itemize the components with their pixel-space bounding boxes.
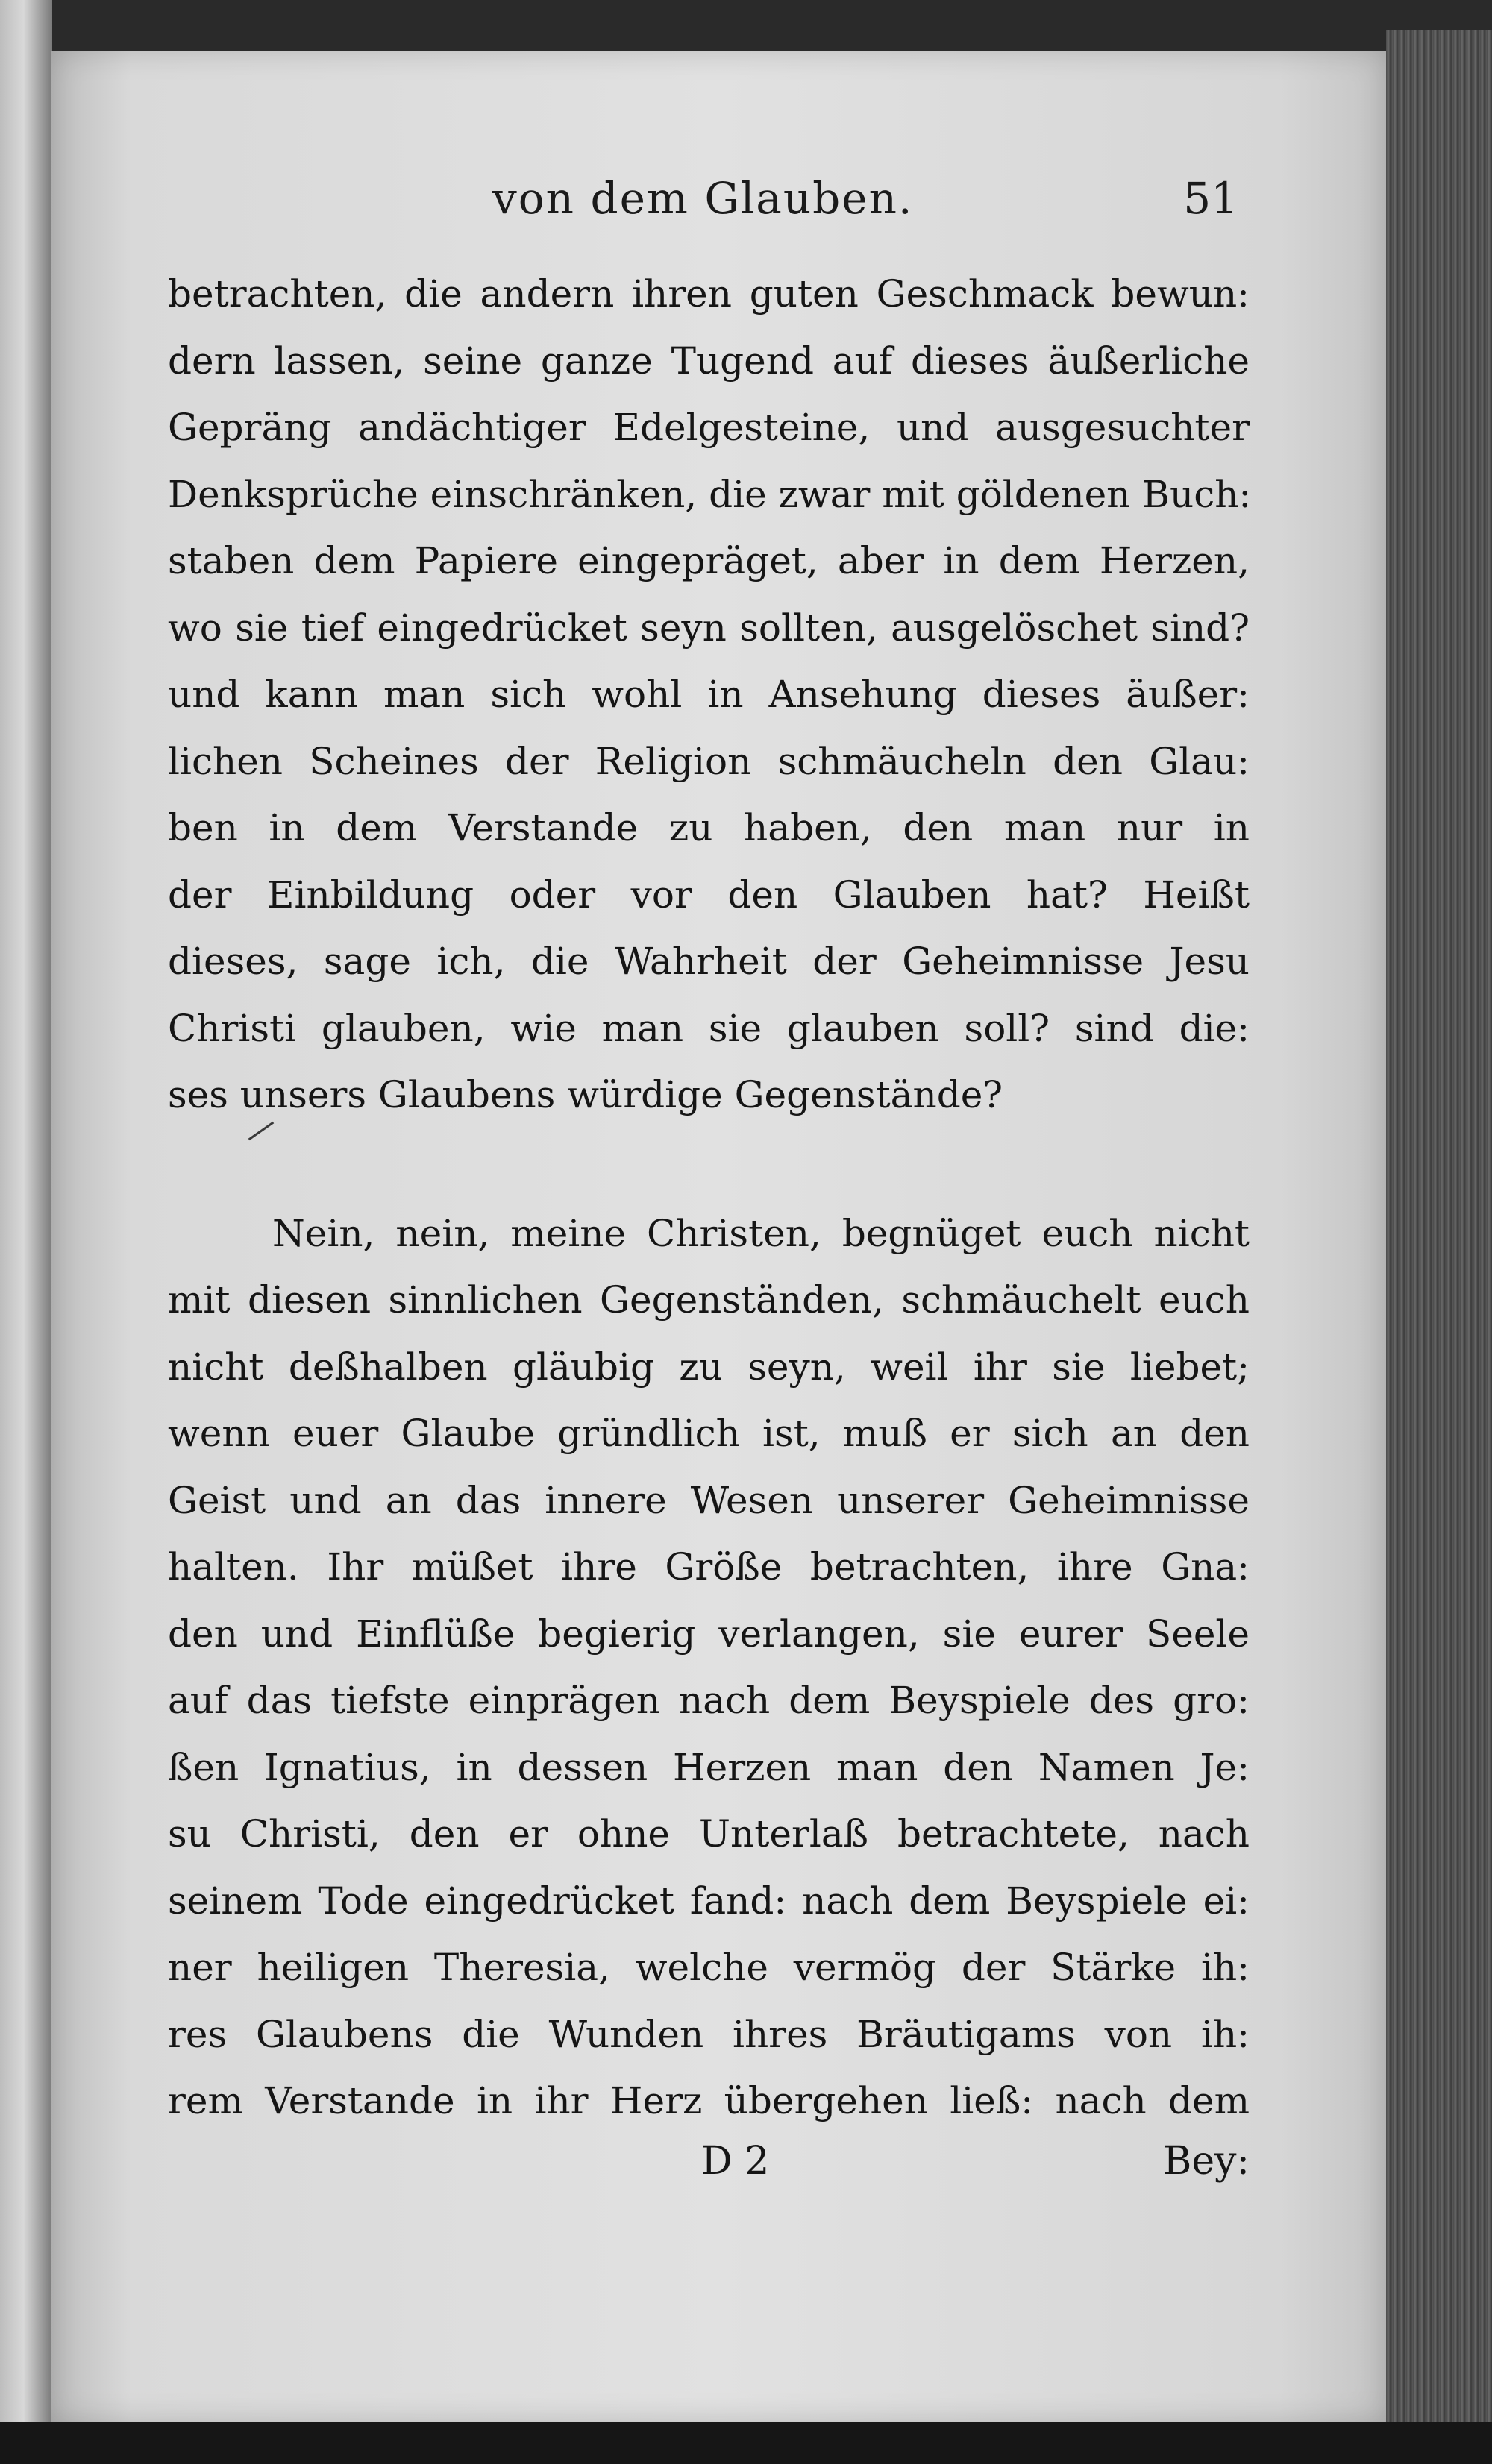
- text-line: nicht deßhalben gläubig zu seyn, weil ihr sie liebet;: [168, 1345, 1250, 1389]
- text-line: ner heiligen Theresia, welche vermög der Stärke ih:: [168, 1946, 1250, 1989]
- text-line: rem Verstande in ihr Herz übergehen ließ: nach dem: [168, 2079, 1250, 2122]
- text-line: ben in dem Verstande zu haben, den man nur in: [168, 806, 1250, 849]
- text-line: betrachten, die andern ihren guten Geschmack bewun:: [168, 272, 1250, 315]
- catchword: Bey:: [1163, 2139, 1250, 2184]
- text-line: Geist und an das innere Wesen unserer Geheimnisse: [168, 1478, 1250, 1522]
- page-number: 51: [1183, 173, 1238, 224]
- text-line: wo sie tief eingedrücket seyn sollten, ausgelöschet sind?: [168, 606, 1250, 650]
- text-line: dern lassen, seine ganze Tugend auf dieses äußerliche: [168, 339, 1250, 383]
- running-head: von dem Glauben.: [492, 173, 914, 224]
- scan-bottom-border: [0, 2422, 1492, 2464]
- text-line: den und Einflüße begierig verlangen, sie eurer Seele: [168, 1612, 1250, 1656]
- page-header: [119, 173, 1238, 233]
- page-stack-edge: [1386, 30, 1492, 2431]
- text-line: Denksprüche einschränken, die zwar mit göldenen Buch:: [168, 472, 1252, 516]
- facing-page-edge: [0, 0, 52, 2464]
- paragraph-1: [168, 261, 1250, 1129]
- text-line: ses unsers Glaubens würdige Gegenstände?: [168, 1073, 1003, 1116]
- text-line: und kann man sich wohl in Ansehung dieses äußer:: [168, 673, 1250, 716]
- text-line: wenn euer Glaube gründlich ist, muß er sich an den: [168, 1412, 1250, 1455]
- text-line: ßen Ignatius, in dessen Herzen man den Namen Je:: [168, 1745, 1250, 1789]
- page-footer: [168, 2139, 1250, 2199]
- text-line: auf das tiefste einprägen nach dem Beyspiele des gro:: [168, 1679, 1250, 1722]
- body-text: [168, 261, 1250, 2135]
- text-line: halten. Ihr müßet ihre Größe betrachten, ihre Gna:: [168, 1545, 1250, 1588]
- paragraph-2: [168, 1201, 1250, 2135]
- text-line: res Glaubens die Wunden ihres Bräutigams von ih:: [168, 2012, 1250, 2056]
- text-line: Nein, nein, meine Christen, begnüget euch nicht: [272, 1211, 1250, 1255]
- text-line: der Einbildung oder vor den Glauben hat? Heißt: [168, 873, 1250, 917]
- paragraph-gap: [168, 1129, 1250, 1201]
- text-line: Gepräng andächtiger Edelgesteine, und ausgesuchter: [168, 406, 1250, 449]
- text-line: staben dem Papiere eingepräget, aber in dem Herzen,: [168, 539, 1250, 582]
- text-line: Christi glauben, wie man sie glauben soll? sind die:: [168, 1006, 1250, 1050]
- text-line: su Christi, den er ohne Unterlaß betrachtete, nach: [168, 1812, 1250, 1855]
- text-line: lichen Scheines der Religion schmäucheln den Glau:: [168, 739, 1250, 783]
- text-line: dieses, sage ich, die Wahrheit der Geheimnisse Jesu: [168, 940, 1250, 983]
- text-line: seinem Tode eingedrücket fand: nach dem Beyspiele ei:: [168, 1879, 1250, 1923]
- signature-mark: D 2: [701, 2139, 770, 2184]
- text-line: mit diesen sinnlichen Gegenständen, schmäuchelt euch: [168, 1278, 1250, 1321]
